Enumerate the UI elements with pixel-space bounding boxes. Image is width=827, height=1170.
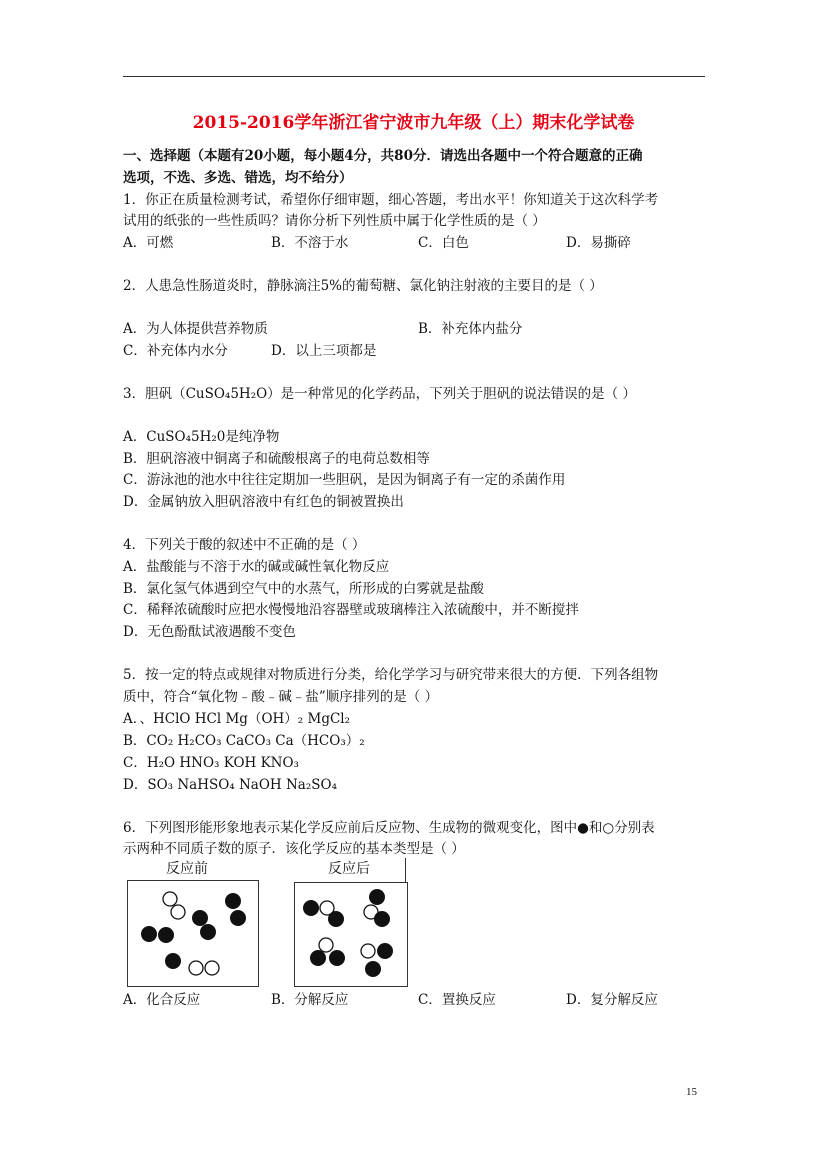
q1-stem-line1: 1．你正在质量检测考试，希望你仔细审题，细心答题，考出水平！你知道关于这次科学考 (123, 192, 659, 208)
page-number: 15 (686, 1086, 697, 1098)
q3-stem: 3．胆矾（CuSO₄5H₂O）是一种常见的化学药品，下列关于胆矾的说法错误的是（ ） (123, 386, 636, 402)
figure-before-label: 反应前 (166, 861, 208, 877)
q6-stem-line1: 6．下列图形能形象地表示某化学反应前后反应物、生成物的微观变化，图中●和○分别表 (123, 820, 655, 836)
q6-stem-line2: 示两种不同质子数的原子．该化学反应的基本类型是（ ） (123, 841, 465, 857)
q5-stem-line2: 质中，符合“氧化物﹣酸﹣碱﹣盐”顺序排列的是（ ） (123, 689, 439, 705)
q2-options-row2 (123, 341, 723, 361)
q4-option-b: B．氯化氢气体遇到空气中的水蒸气，所形成的白雾就是盐酸 (123, 581, 484, 597)
q5-option-c: C．H₂O HNO₃ KOH KNO₃ (123, 755, 299, 771)
q6-option-c: C．置换反应 (418, 992, 496, 1008)
figure-before-box (127, 880, 259, 987)
q1-option-c: C．白色 (418, 235, 469, 251)
q5-option-a: A．、HClO HCl Mg（OH）₂ MgCl₂ (123, 711, 351, 727)
q3-option-c: C．游泳池的池水中往往定期加一些胆矾，是因为铜离子有一定的杀菌作用 (123, 472, 566, 488)
q3-option-a: A．CuSO₄5H₂0是纯净物 (123, 429, 280, 445)
section-heading-line2: 选项，不选、多选、错选，均不给分） (123, 170, 353, 186)
q2-option-d: D．以上三项都是 (271, 343, 377, 359)
q6-option-a: A．化合反应 (123, 992, 201, 1008)
figure-after-divider (405, 858, 406, 882)
q2-option-b: B．补充体内盐分 (418, 321, 523, 337)
q6-option-b: B．分解反应 (271, 992, 349, 1008)
q5-stem-line1: 5．按一定的特点或规律对物质进行分类，给化学学习与研究带来很大的方便．下列各组物 (123, 667, 659, 683)
page-title: 2015-2016学年浙江省宁波市九年级（上）期末化学试卷 (192, 113, 635, 133)
q1-options (123, 233, 723, 253)
q6-options (123, 990, 723, 1010)
q2-option-c: C．补充体内水分 (123, 343, 228, 359)
section-heading-line1: 一、选择题（本题有20小题，每小题4分，共80分．请选出各题中一个符合题意的正确 (123, 148, 643, 164)
figure-before-molecules (128, 881, 258, 986)
q4-option-a: A．盐酸能与不溶于水的碱或碱性氧化物反应 (123, 559, 390, 575)
figure-after-label: 反应后 (328, 861, 370, 877)
q3-option-d: D．金属钠放入胆矾溶液中有红色的铜被置换出 (123, 494, 404, 510)
q1-option-b: B．不溶于水 (271, 235, 349, 251)
figure-after-molecules (295, 883, 407, 986)
q2-options-row1 (123, 319, 723, 339)
figure-after-box (294, 882, 408, 987)
q6-option-d: D．复分解反应 (566, 992, 658, 1008)
q2-stem: 2．人患急性肠道炎时，静脉滴注5%的葡萄糖、氯化钠注射液的主要目的是（ ） (123, 278, 603, 294)
q4-stem: 4．下列关于酸的叙述中不正确的是（ ） (123, 537, 366, 553)
q1-option-a: A．可燃 (123, 235, 174, 251)
q1-stem-line2: 试用的纸张的一些性质吗？请你分析下列性质中属于化学性质的是（ ） (123, 213, 546, 229)
q4-option-c: C．稀释浓硫酸时应把水慢慢地沿容器壁或玻璃棒注入浓硫酸中，并不断搅拌 (123, 602, 579, 618)
q5-option-d: D．SO₃ NaHSO₄ NaOH Na₂SO₄ (123, 777, 337, 793)
q2-option-a: A．为人体提供营养物质 (123, 321, 268, 337)
header-rule (123, 76, 705, 77)
q4-option-d: D．无色酚酞试液遇酸不变色 (123, 624, 296, 640)
q3-option-b: B．胆矾溶液中铜离子和硫酸根离子的电荷总数相等 (123, 451, 430, 467)
q1-option-d: D．易撕碎 (566, 235, 631, 251)
q5-option-b: B．CO₂ H₂CO₃ CaCO₃ Ca（HCO₃）₂ (123, 733, 365, 749)
